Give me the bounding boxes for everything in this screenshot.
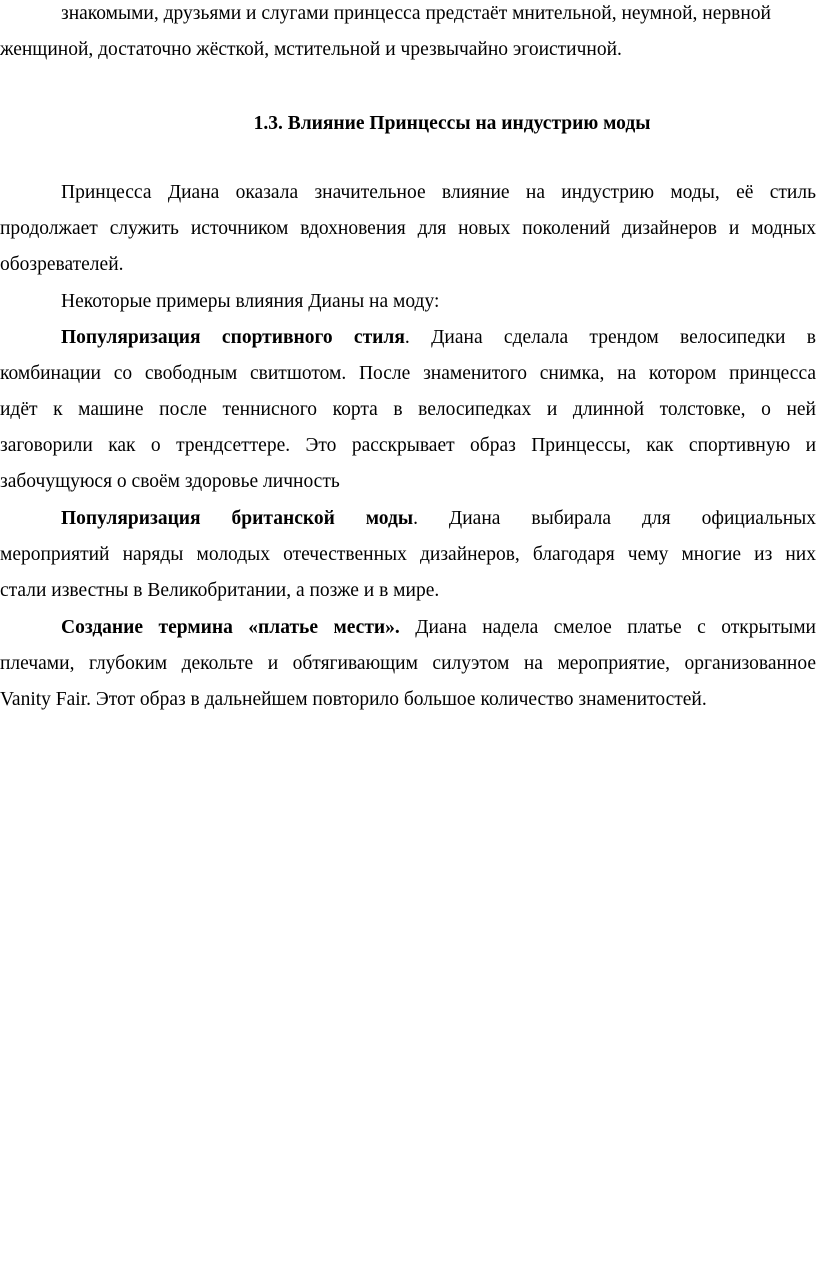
text-line: мероприятий наряды молодых отечественных дизайнеров, благодаря чему многие из них — [0, 544, 816, 565]
text-line: плечами, глубоким декольте и обтягивающим силуэтом на мероприятие, организованное — [0, 653, 816, 674]
text-line: Vanity Fair. Этот образ в дальнейшем повторило большое количество знаменитостей. — [0, 689, 707, 710]
text-line: женщиной, достаточно жёсткой, мстительной и чрезвычайно эгоистичной. — [0, 39, 622, 60]
text-line — [61, 616, 816, 640]
text-span: . Диана сделала трендом велосипедки в — [404, 327, 816, 348]
text-line: Некоторые примеры влияния Дианы на моду: — [61, 291, 440, 312]
text-line — [61, 326, 816, 350]
text-line: продолжает служить источником вдохновения для новых поколений дизайнеров и модных — [0, 218, 816, 239]
bold-term: Популяризация спортивного стиля — [61, 327, 405, 348]
text-line: Принцесса Диана оказала значительное влияние на индустрию моды, её стиль — [61, 182, 816, 203]
text-line: идёт к машине после теннисного корта в велосипедках и длинной толстовке, о ней — [0, 399, 816, 420]
text-line: знакомыми, друзьями и слугами принцесса предстаёт мнительной, неумной, нервной — [61, 3, 771, 24]
bold-term: Популяризация британской моды — [61, 508, 414, 529]
text-line: стали известны в Великобритании, а позже и в мире. — [0, 580, 440, 601]
text-span: . Диана выбирала для официальных — [413, 508, 816, 529]
text-line: забочущуюся о своём здоровье личность — [0, 471, 340, 492]
bold-term: Создание термина «платье мести». — [61, 617, 400, 638]
text-span: Диана надела смелое платье с открытыми — [399, 617, 816, 638]
text-line: обозревателей. — [0, 254, 124, 275]
section-heading: 1.3. Влияние Принцессы на индустрию моды — [253, 113, 651, 134]
text-line: комбинации со свободным свитшотом. После знаменитого снимка, на котором принцесса — [0, 363, 816, 384]
text-line: заговорили как о трендсеттере. Это расскрывает образ Принцессы, как спортивную и — [0, 435, 816, 456]
text-line — [61, 507, 816, 531]
